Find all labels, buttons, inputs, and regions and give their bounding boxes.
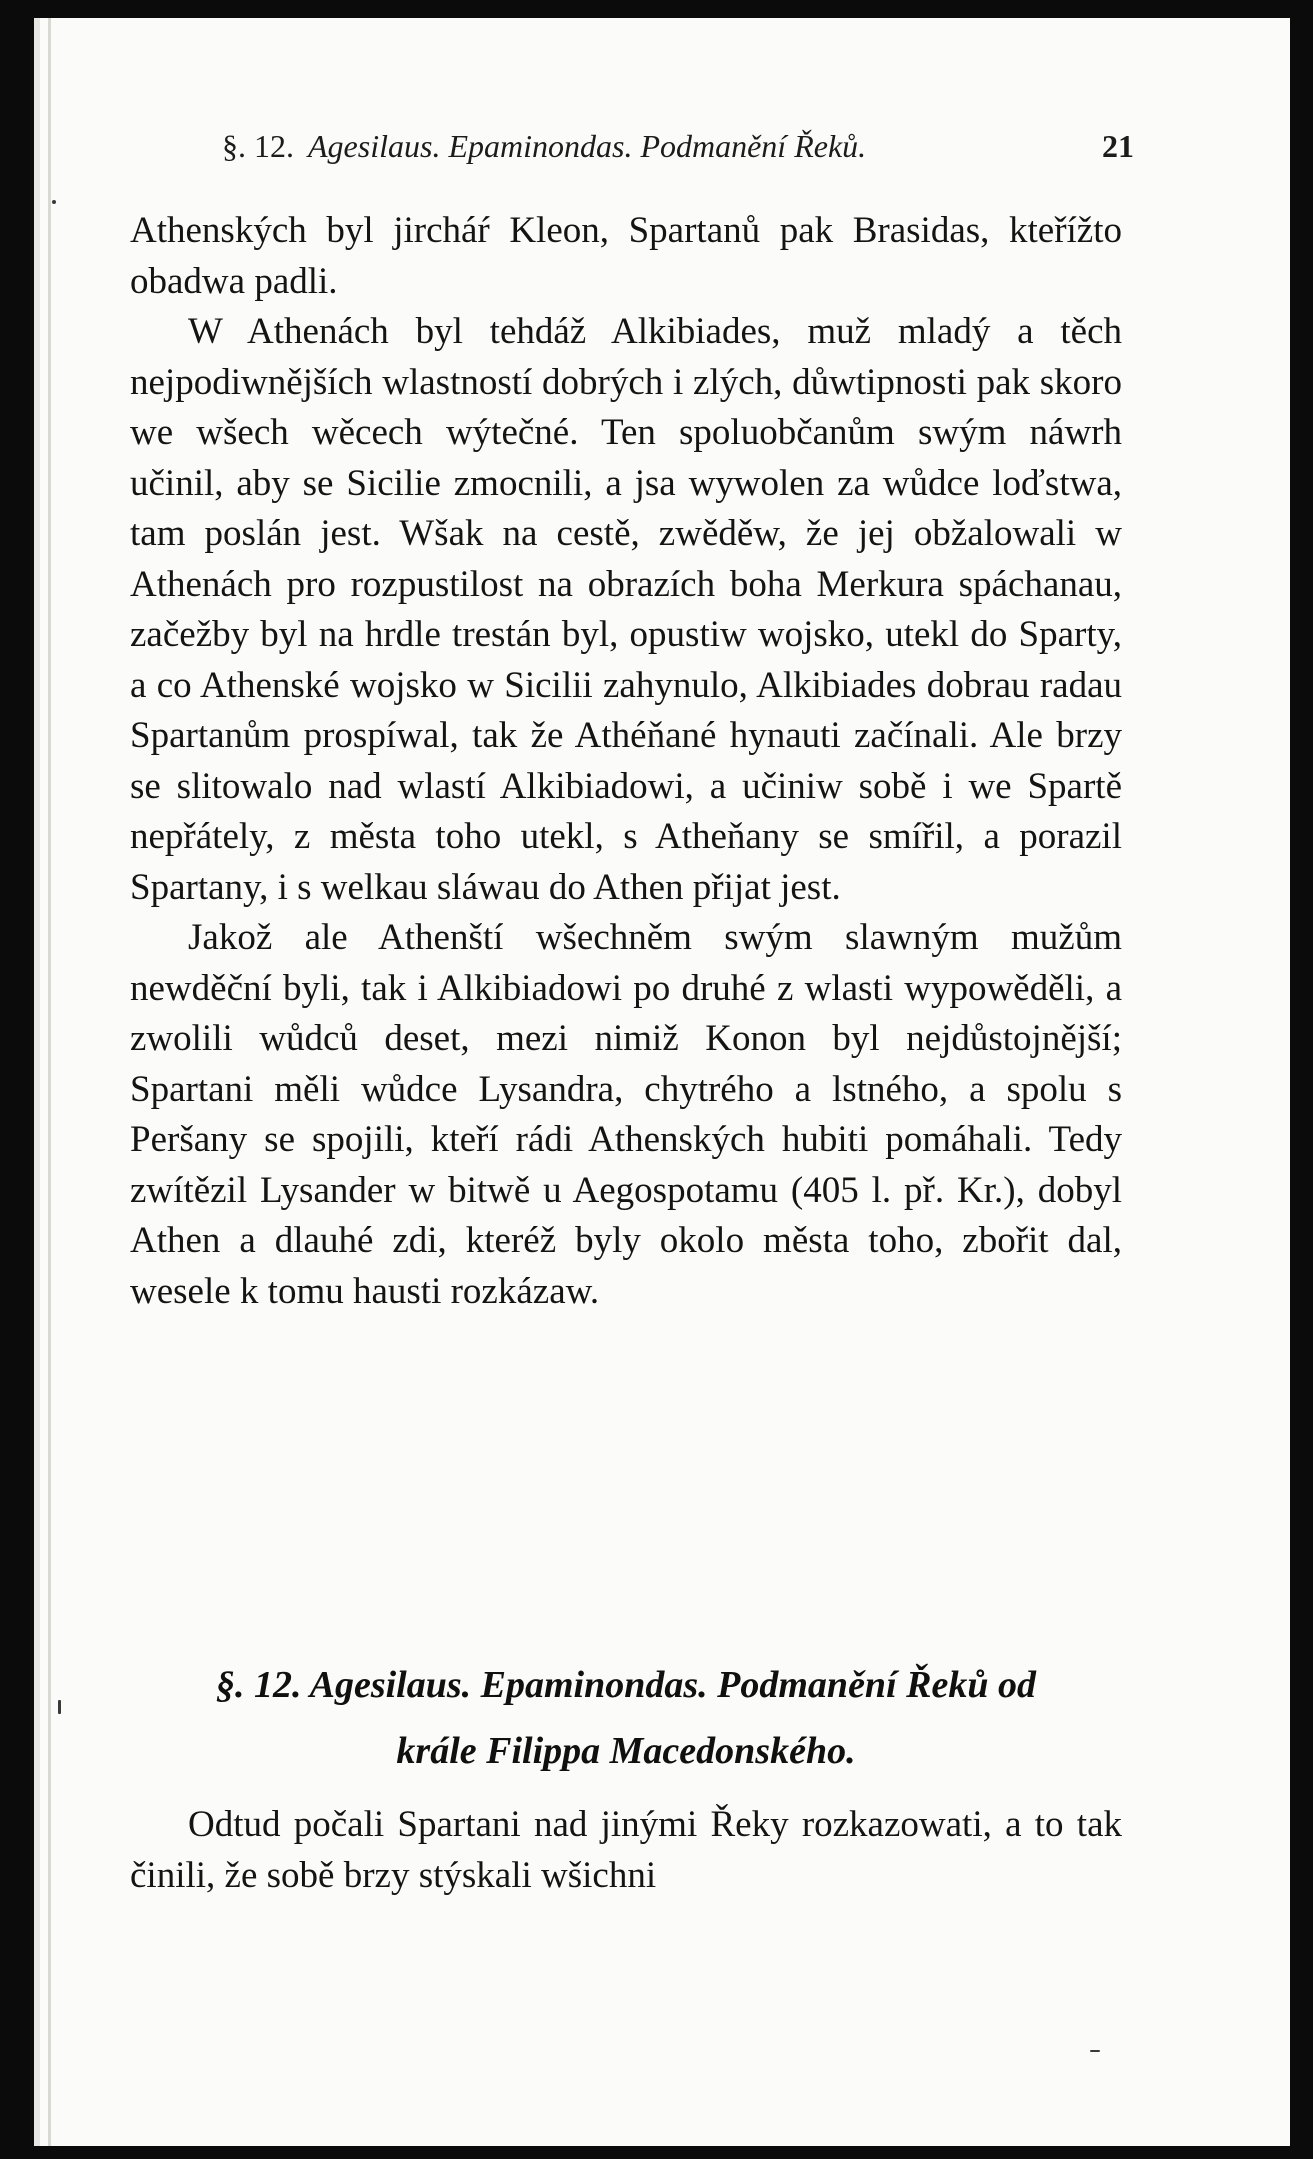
section-heading-line-2: krále Filippa Macedonského. — [396, 1730, 856, 1772]
section-heading — [130, 1652, 1122, 1784]
paragraph-alkibiades: W Athenách byl tehdáž Alkibiades, muž mladý a těch nejpodiwnějších wlastností dobrých i zlých, důwtipnosti pak skoro we wšech wěcech wýtečné. Ten spoluobčanům swým náwrh učinil, aby se Sicilie zmocnili, a jsa wywolen za wůdce loďstwa, tam poslán jest. Wšak na cestě, zwěděw, že jej obžalowali w Athenách pro rozpustilost na obrazích boha Merkura spáchanau, začežby byl na hrdle trestán byl, opustiw wojsko, utekl do Sparty, a co Athenské wojsko w Sicilii zahynulo, Alkibiades dobrau radau Spartanům prospíwal, tak že Athéňané hynauti začínali. Ale brzy se slitowalo nad wlastí Alkibiadowi, a učiniw sobě i we Spartě nepřátely, z města toho utekl, s Atheňany se smířil, a porazil Spartany, i s welkau sláwau do Athen přijat jest. — [130, 311, 1122, 908]
paragraph-lysander: Jakož ale Athenští wšechněm swým slawným mužům newděční byli, tak i Alkibiadowi po druhé z wlasti wypowěděli, a zwolili wůdců deset, mezi nimiž Konon byl nejdůstojnější; Spartani měli wůdce Lysandra, chytrého a lstného, a spolu s Peršany se spojili, kteří rádi Athenských hubiti pomáhali. Tedy zwítězil Lysander w bitwě u Aegospotamu (405 l. př. Kr.), dobyl Athen a dlauhé zdi, kteréž byly okolo města toho, zbořit dal, wesele k tomu hausti rozkázaw. — [130, 917, 1122, 1312]
scan-speck — [1090, 2050, 1100, 2052]
section-heading-line-1: §. 12. Agesilaus. Epaminondas. Podmanění Řeků od — [216, 1664, 1036, 1706]
running-head-section: §. 12. — [222, 128, 294, 164]
section-body-text — [130, 1800, 1122, 1901]
body-text — [130, 206, 1122, 1317]
running-head — [222, 128, 1134, 176]
paragraph-spartan-rule: Odtud počali Spartani nad jinými Řeky rozkazowati, a to tak činili, že sobě brzy stýskali wšichni — [130, 1804, 1122, 1896]
scan-speck — [52, 200, 56, 204]
page-gutter-edge — [48, 18, 51, 2146]
paragraph-continuation: Athenských byl jircháŕ Kleon, Spartanů pak Brasidas, kteřížto obadwa padli. — [130, 210, 1122, 302]
scan-speck — [58, 1700, 61, 1714]
running-head-title: Agesilaus. Epaminondas. Podmanění Řeků. — [308, 128, 867, 164]
page-number: 21 — [1102, 128, 1134, 164]
